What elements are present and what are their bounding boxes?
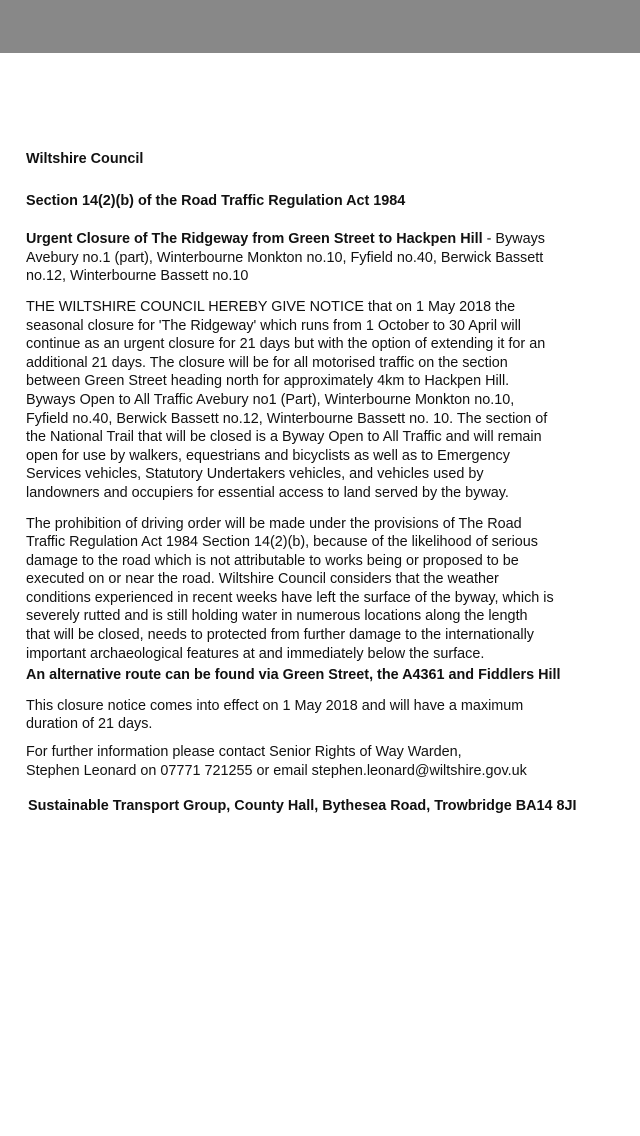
closure-byways-line-2: Avebury no.1 (part), Winterbourne Monkton no.10, Fyfield no.40, Berwick Bassett (26, 249, 544, 266)
paragraph-line: between Green Street heading north for approximately 4km to Hackpen Hill. (26, 373, 510, 390)
top-status-bar (0, 0, 640, 53)
effective-date-paragraph (26, 697, 640, 734)
paragraph-line: Byways Open to All Traffic Avebury no1 (Part), Winterbourne Monkton no.10, (26, 391, 515, 408)
paragraph-line: Services vehicles, Statutory Undertakers vehicles, and vehicles used by (26, 466, 484, 483)
closure-title: Urgent Closure of The Ridgeway from Green Street to Hackpen Hill (26, 231, 483, 248)
contact-details: Stephen Leonard on 07771 721255 or email stephen.leonard@wiltshire.gov.uk (26, 762, 527, 779)
closure-byways-line-3: no.12, Winterbourne Bassett no.10 (26, 268, 249, 285)
closure-byways-line-1: - Byways (482, 231, 545, 248)
paragraph-line: Traffic Regulation Act 1984 Section 14(2)(b), because of the likelihood of serious (26, 534, 538, 551)
paragraph-line: conditions experienced in recent weeks have left the surface of the byway, which is (26, 589, 554, 606)
alternative-route: An alternative route can be found via Green Street, the A4361 and Fiddlers Hill (26, 667, 561, 684)
contact-paragraph (26, 743, 640, 780)
paragraph-line: damage to the road which is not attributable to works being or proposed to be (26, 552, 519, 569)
council-address: Sustainable Transport Group, County Hall, Bythesea Road, Trowbridge BA14 8JI (28, 798, 577, 815)
council-name: Wiltshire Council (26, 151, 144, 167)
paragraph-line: Fyfield no.40, Berwick Bassett no.12, Winterbourne Bassett no. 10. The section of (26, 410, 548, 427)
paragraph-line: The prohibition of driving order will be made under the provisions of The Road (26, 515, 522, 532)
paragraph-line: executed on or near the road. Wiltshire Council considers that the weather (26, 571, 499, 588)
paragraph-line: open for use by walkers, equestrians and bicyclists as well as to Emergency (26, 447, 510, 464)
notice-paragraph-2 (26, 515, 640, 664)
paragraph-line: additional 21 days. The closure will be for all motorised traffic on the section (26, 354, 508, 371)
paragraph-line: important archaeological features at and immediately below the surface. (26, 645, 485, 662)
paragraph-line: continue as an urgent closure for 21 days but with the option of extending it for an (26, 336, 546, 353)
notice-paragraph-1 (26, 298, 640, 503)
paragraph-line: THE WILTSHIRE COUNCIL HEREBY GIVE NOTICE that on 1 May 2018 the (26, 298, 516, 315)
paragraph-line: For further information please contact Senior Rights of Way Warden, (26, 744, 462, 761)
paragraph-line: seasonal closure for 'The Ridgeway' which runs from 1 October to 30 April will (26, 317, 521, 334)
paragraph-line: This closure notice comes into effect on 1 May 2018 and will have a maximum (26, 697, 524, 714)
paragraph-line: that will be closed, needs to protected from further damage to the internationally (26, 627, 534, 644)
paragraph-line: duration of 21 days. (26, 716, 153, 733)
paragraph-line: severely rutted and is still holding water in numerous locations along the length (26, 608, 528, 625)
public-notice (26, 150, 640, 816)
paragraph-line: the National Trail that will be closed is a Byway Open to All Traffic and will remain (26, 429, 542, 446)
act-heading: Section 14(2)(b) of the Road Traffic Regulation Act 1984 (26, 192, 406, 209)
paragraph-line: landowners and occupiers for essential access to land served by the byway. (26, 484, 509, 501)
closure-heading (26, 230, 640, 286)
